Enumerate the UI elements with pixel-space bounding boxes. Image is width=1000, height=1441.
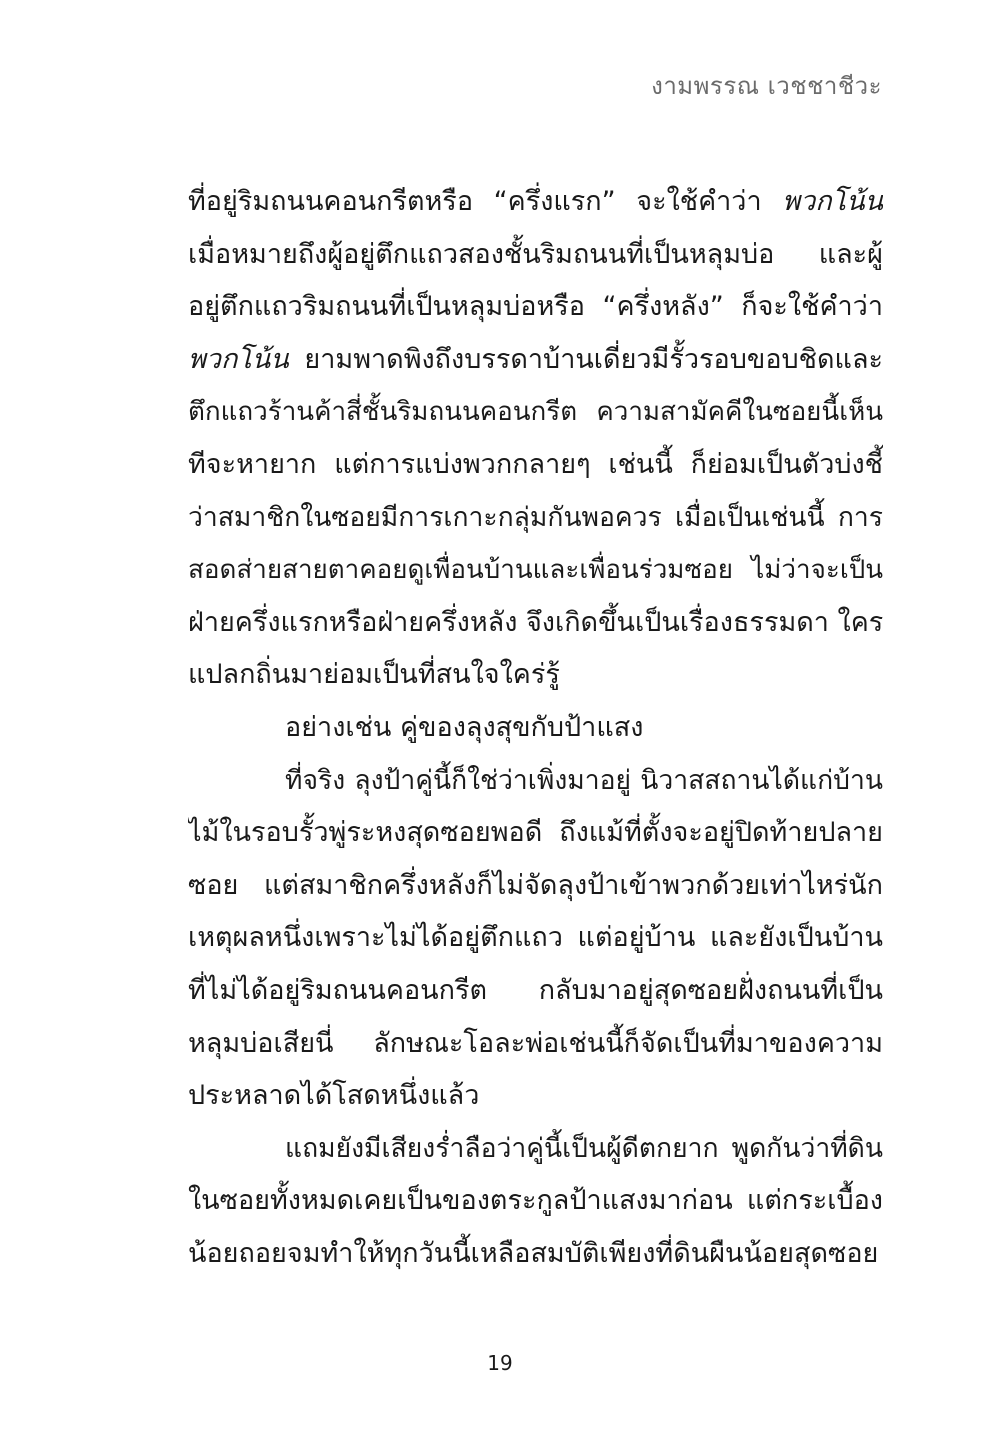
text-line: ซอย แต่สมาชิกครึ่งหลังก็ไม่จัดลุงป้าเข้าพวกด้วยเท่าไหร่นัก [188, 869, 883, 901]
text-line: แถมยังมีเสียงร่ำลือว่าคู่นี้เป็นผู้ดีตกยาก พูดกันว่าที่ดิน [285, 1132, 883, 1164]
running-header: งามพรรณ เวชชาชีวะ [651, 72, 882, 100]
text-line: อย่างเช่น คู่ของลุงสุขกับป้าแสง [285, 711, 644, 743]
text-line: เมื่อหมายถึงผู้อยู่ตึกแถวสองชั้นริมถนนที่เป็นหลุมบ่อ และผู้ [188, 238, 883, 270]
text-line: เหตุผลหนึ่งเพราะไม่ได้อยู่ตึกแถว แต่อยู่บ้าน และยังเป็นบ้าน [188, 922, 883, 954]
text-line: ที่ไม่ได้อยู่ริมถนนคอนกรีต กลับมาอยู่สุดซอยฝั่งถนนที่เป็น [188, 974, 883, 1006]
body-text [188, 176, 883, 1280]
text-line: อยู่ตึกแถวริมถนนที่เป็นหลุมบ่อหรือ “ครึ่งหลัง” ก็จะใช้คำว่า [188, 291, 883, 323]
text-line: สอดส่ายสายตาคอยดูเพื่อนบ้านและเพื่อนร่วมซอย ไม่ว่าจะเป็น [188, 555, 883, 586]
text-line: ที่อยู่ริมถนนคอนกรีตหรือ “ครึ่งแรก” จะใช้คำว่า พวกโน้น [188, 186, 883, 217]
text-line: ทีจะหายาก แต่การแบ่งพวกกลายๆ เช่นนี้ ก็ย่อมเป็นตัวบ่งชี้ [188, 448, 883, 480]
text-line: แปลกถิ่นมาย่อมเป็นที่สนใจใคร่รู้ [188, 659, 560, 691]
text-line: ที่จริง ลุงป้าคู่นี้ก็ใช่ว่าเพิ่งมาอยู่ นิวาสสถานได้แก่บ้าน [285, 764, 883, 796]
text-line: ในซอยทั้งหมดเคยเป็นของตระกูลป้าแสงมาก่อน แต่กระเบื้อง [188, 1185, 883, 1217]
text-line: ว่าสมาชิกในซอยมีการเกาะกลุ่มกันพอควร เมื่อเป็นเช่นนี้ การ [188, 501, 883, 533]
text-line: น้อยถอยจมทำให้ทุกวันนี้เหลือสมบัติเพียงที่ดินผืนน้อยสุดซอย [188, 1237, 879, 1269]
text-line: ตึกแถวร้านค้าสี่ชั้นริมถนนคอนกรีต ความสามัคคีในซอยนี้เห็น [188, 397, 883, 428]
text-line: ประหลาดได้โสดหนึ่งแล้ว [188, 1080, 480, 1112]
text-line: ไม้ในรอบรั้วพู่ระหงสุดซอยพอดี ถึงแม้ที่ตั้งจะอยู่ปิดท้ายปลาย [188, 817, 883, 849]
text-line: พวกโน้น ยามพาดพิงถึงบรรดาบ้านเดี่ยวมีรั้วรอบขอบชิดและ [188, 343, 883, 375]
page-number: 19 [487, 1351, 513, 1375]
text-line: หลุมบ่อเสียนี่ ลักษณะโอละพ่อเช่นนี้ก็จัดเป็นที่มาของความ [188, 1027, 883, 1059]
text-line: ฝ่ายครึ่งแรกหรือฝ่ายครึ่งหลัง จึงเกิดขึ้นเป็นเรื่องธรรมดา ใคร [188, 606, 883, 638]
